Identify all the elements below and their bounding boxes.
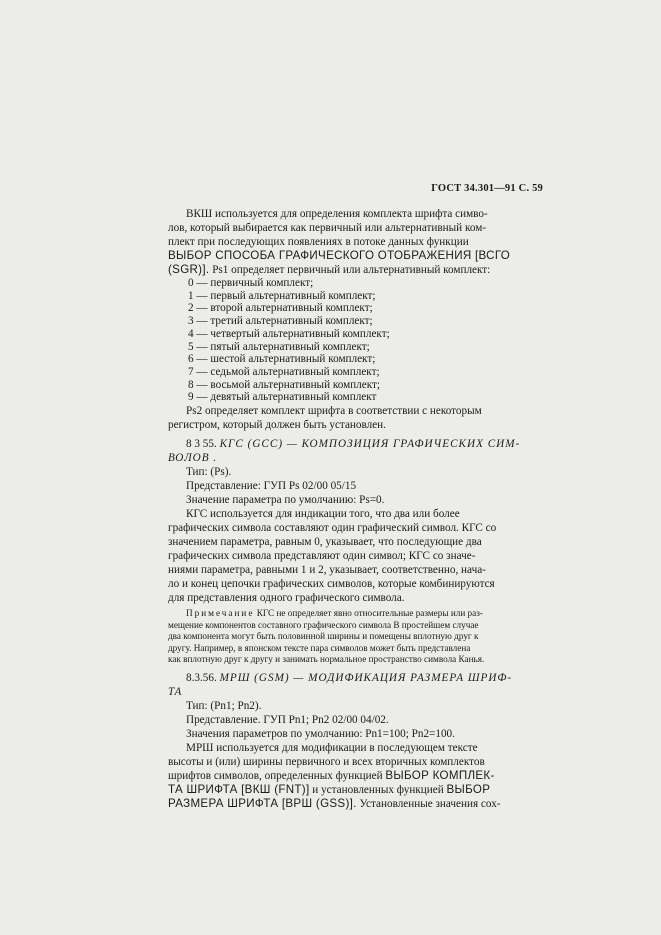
representation-line: Представление: ГУП Ps 02/00 05/15 (186, 480, 357, 493)
section-number: 8 3 55. (186, 438, 217, 451)
page-header: ГОСТ 34.301—91 С. 59 (431, 183, 543, 194)
body-line: для представления одного графического символа. (168, 592, 405, 605)
caps-fragment: ВЫБОР КОМПЛЕК- (385, 768, 495, 782)
note-line (168, 608, 540, 620)
para1-line: ВКШ используется для определения комплекта шрифта симво- (186, 208, 488, 220)
body-line: высоты и (или) ширины первичного и всех вторичных комплектов (168, 755, 485, 768)
note-line: мещение компонентов составного графического символа В простейшем случае (168, 619, 479, 630)
note-line: как вплотную друг к другу и занимать нормальное пространство символа Канья. (168, 654, 485, 665)
body-line (168, 797, 540, 811)
body-line (168, 783, 540, 797)
type-line: Тип: (Pn1; Pn2). (186, 699, 262, 712)
section-title: КГС (GCC) — КОМПОЗИЦИЯ ГРАФИЧЕСКИХ СИМ- (219, 438, 521, 451)
para2-line: регистром, который должен быть установлен. (168, 419, 386, 432)
section-title: МРШ (GSM) — МОДИФИКАЦИЯ РАЗМЕРА ШРИФ- (219, 671, 513, 684)
para1-line (168, 263, 540, 277)
page-body (168, 207, 540, 811)
list-item: 3 — третий альтернативный комплект; (188, 315, 373, 328)
default-line: Значения параметров по умолчанию: Pn1=100; Pn2=100. (186, 727, 455, 740)
body-line: МРШ используется для модификации в последующем тексте (186, 741, 478, 754)
body-line: КГС используется для индикации того, что два или более (186, 508, 460, 521)
body-line (168, 769, 540, 783)
list-item: 8 — восьмой альтернативный комплект; (188, 378, 381, 391)
body-line: графических символа представляют один символ; КГС со значе- (168, 550, 476, 563)
list-item: 5 — пятый альтернативный комплект; (188, 340, 370, 353)
body-line: ниями параметра, равными 1 и 2, указывает, соответственно, нача- (168, 564, 486, 577)
font-set-list (168, 277, 540, 404)
default-line: Значение параметра по умолчанию: Ps=0. (186, 494, 385, 507)
list-item: 7 — седьмой альтернативный комплект; (188, 365, 380, 378)
body-line: ло и конец цепочки графических символов, которые комбинируются (168, 578, 495, 591)
para1-line: плект при последующих появлениях в потоке данных функции (168, 236, 469, 248)
list-item: 2 — второй альтернативный комплект; (188, 302, 373, 315)
body-fragment: Установленные значения сох- (356, 797, 501, 810)
note-label: Примечание (186, 608, 255, 619)
caps-fragment: ТА ШРИФТА [ВКШ (FNT)] (168, 782, 310, 796)
note-line: два компонента могут быть половинной ширины и помещены вплотную друг к (168, 631, 479, 642)
para2-line: Ps2 определяет комплект шрифта в соответствии с некоторым (186, 405, 482, 418)
para1-line-caps: ВЫБОР СПОСОБА ГРАФИЧЕСКОГО ОТОБРАЖЕНИЯ [ВСГО (168, 249, 511, 262)
note-line: другу. Например, в японском тексте пара символов может быть представлена (168, 642, 471, 653)
caps-fragment: РАЗМЕРА ШРИФТА [ВРШ (GSS)]. (168, 796, 357, 810)
type-line: Тип: (Ps). (186, 466, 232, 479)
body-line: графических символа составляют один графический символ. КГС со (168, 522, 497, 535)
list-item: 1 — первый альтернативный комплект; (188, 289, 376, 302)
section-number: 8.3.56. (186, 671, 217, 684)
body-fragment: и установленных функцией (309, 783, 447, 796)
para1-caps-fragment: (SGR)]. (168, 263, 210, 276)
section-title-cont: ТА (168, 685, 183, 698)
list-item: 6 — шестой альтернативный комплект; (188, 353, 376, 366)
section-title-cont: ВОЛОВ . (168, 452, 218, 465)
list-item: 9 — девятый альтернативный комплект (188, 391, 377, 404)
list-item: 0 — первичный комплект; (188, 277, 314, 289)
section-heading (168, 437, 540, 451)
body-fragment: шрифтов символов, определенных функцией (168, 769, 386, 782)
para1-text-fragment: Ps1 определяет первичный или альтернативный комплект: (209, 264, 491, 276)
list-item: 4 — четвертый альтернативный комплект; (188, 327, 390, 340)
representation-line: Представление. ГУП Pn1; Pn2 02/00 04/02. (186, 713, 389, 726)
section-heading (168, 671, 540, 685)
caps-fragment: ВЫБОР (446, 782, 491, 796)
body-line: значением параметра, равным 0, указывает, что последующие два (168, 536, 482, 549)
para1-line: лов, который выбирается как первичный или альтернативный ком- (168, 222, 487, 234)
note-text: КГС не определяет явно относительные размеры или раз- (254, 608, 483, 619)
note-block (168, 608, 540, 666)
